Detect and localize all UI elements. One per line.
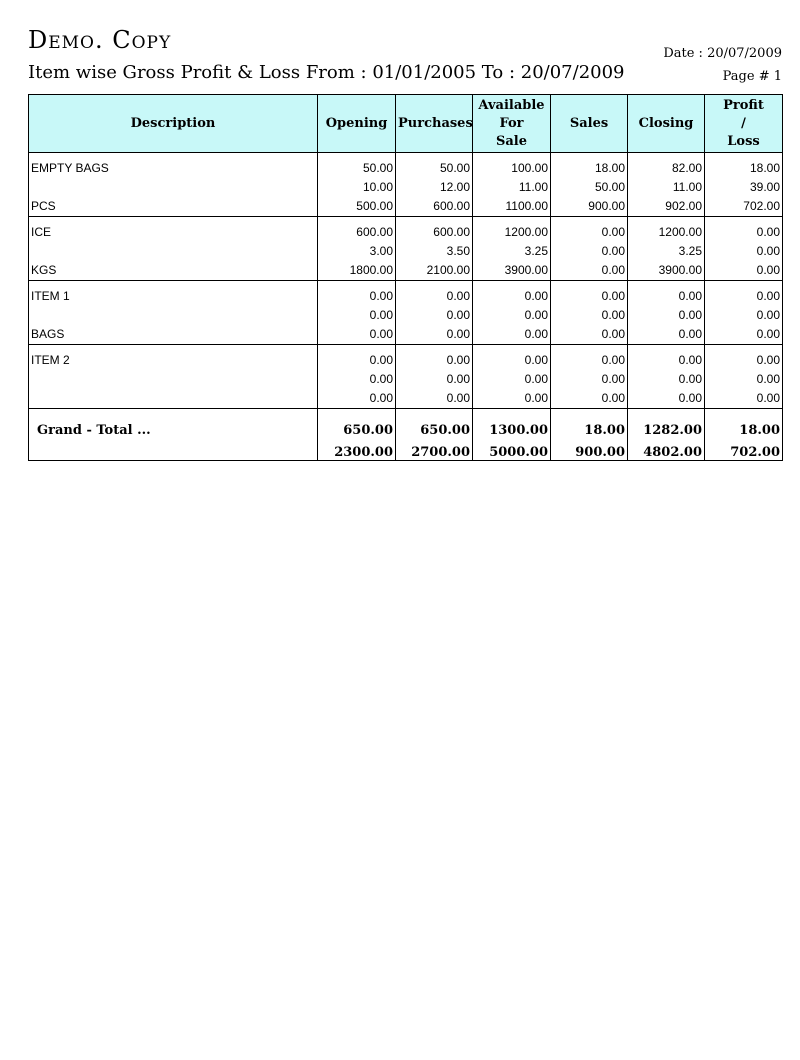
- table-row: [29, 367, 783, 386]
- purchases-cell: 0.00: [396, 281, 473, 304]
- closing-cell: 11.00: [628, 175, 705, 194]
- table-row: [29, 175, 783, 194]
- available-cell: 1100.00: [473, 194, 551, 217]
- sales-cell: 18.00: [551, 153, 628, 176]
- purchases-cell: 0.00: [396, 386, 473, 409]
- profit-loss-cell: 702.00: [705, 194, 783, 217]
- available-cell: 0.00: [473, 367, 551, 386]
- report-date: Date : 20/07/2009: [663, 46, 782, 61]
- item-name: ITEM 1: [29, 281, 318, 304]
- closing-cell: 0.00: [628, 303, 705, 322]
- grand-total-label: Grand - Total ...: [29, 409, 318, 439]
- available-cell: 3.25: [473, 239, 551, 258]
- item-unit: PCS: [29, 194, 318, 217]
- page-number: Page # 1: [722, 69, 782, 84]
- purchases-cell: 0.00: [396, 367, 473, 386]
- column-header-sales: Sales: [551, 95, 628, 153]
- profit-loss-cell: 0.00: [705, 281, 783, 304]
- closing-cell: 82.00: [628, 153, 705, 176]
- grand-total-profit-loss: 702.00: [705, 438, 783, 461]
- sales-cell: 0.00: [551, 386, 628, 409]
- available-cell: 0.00: [473, 386, 551, 409]
- profit-loss-cell: 0.00: [705, 367, 783, 386]
- profit-loss-line-1: Profit: [723, 97, 764, 113]
- grand-total-sales: 18.00: [551, 409, 628, 439]
- table-row: [29, 258, 783, 281]
- sales-cell: 0.00: [551, 281, 628, 304]
- sales-cell: 0.00: [551, 258, 628, 281]
- closing-cell: 1200.00: [628, 217, 705, 240]
- closing-cell: 0.00: [628, 345, 705, 368]
- sales-cell: 0.00: [551, 239, 628, 258]
- profit-loss-table: [28, 94, 783, 461]
- table-row: [29, 239, 783, 258]
- description-cell: [29, 303, 318, 322]
- available-cell: 0.00: [473, 281, 551, 304]
- grand-total-profit-loss: 18.00: [705, 409, 783, 439]
- profit-loss-cell: 18.00: [705, 153, 783, 176]
- purchases-cell: 12.00: [396, 175, 473, 194]
- sales-cell: 0.00: [551, 303, 628, 322]
- opening-cell: 600.00: [318, 217, 396, 240]
- item-name: EMPTY BAGS: [29, 153, 318, 176]
- column-header-purchases: Purchases: [396, 95, 473, 153]
- report-title: Item wise Gross Profit & Loss From : 01/01/2005 To : 20/07/2009: [28, 62, 625, 83]
- profit-loss-line-3: Loss: [727, 133, 760, 149]
- column-header-closing: Closing: [628, 95, 705, 153]
- item-name: ITEM 2: [29, 345, 318, 368]
- opening-cell: 3.00: [318, 239, 396, 258]
- closing-cell: 0.00: [628, 281, 705, 304]
- table-row: [29, 386, 783, 409]
- opening-cell: 0.00: [318, 322, 396, 345]
- available-line-1: Available: [478, 97, 545, 113]
- column-header-description: Description: [29, 95, 318, 153]
- grand-total-purchases: 650.00: [396, 409, 473, 439]
- sales-cell: 0.00: [551, 322, 628, 345]
- purchases-cell: 0.00: [396, 345, 473, 368]
- table-row: [29, 194, 783, 217]
- opening-cell: 10.00: [318, 175, 396, 194]
- opening-cell: 50.00: [318, 153, 396, 176]
- profit-loss-cell: 0.00: [705, 345, 783, 368]
- sales-cell: 0.00: [551, 217, 628, 240]
- description-cell: [29, 175, 318, 194]
- table-row: [29, 303, 783, 322]
- table-row: [29, 281, 783, 304]
- closing-cell: 0.00: [628, 367, 705, 386]
- table-header-row: [29, 95, 783, 153]
- item-name: ICE: [29, 217, 318, 240]
- opening-cell: 0.00: [318, 386, 396, 409]
- available-cell: 11.00: [473, 175, 551, 194]
- purchases-cell: 0.00: [396, 303, 473, 322]
- table-row: [29, 153, 783, 176]
- opening-cell: 0.00: [318, 281, 396, 304]
- available-line-2: For: [499, 115, 524, 131]
- item-unit: [29, 386, 318, 409]
- item-unit: KGS: [29, 258, 318, 281]
- grand-total-available: 1300.00: [473, 409, 551, 439]
- purchases-cell: 50.00: [396, 153, 473, 176]
- grand-total-available: 5000.00: [473, 438, 551, 461]
- profit-loss-cell: 0.00: [705, 386, 783, 409]
- grand-total-purchases: 2700.00: [396, 438, 473, 461]
- closing-cell: 902.00: [628, 194, 705, 217]
- sales-cell: 50.00: [551, 175, 628, 194]
- grand-total-closing: 1282.00: [628, 409, 705, 439]
- purchases-cell: 600.00: [396, 217, 473, 240]
- available-cell: 3900.00: [473, 258, 551, 281]
- purchases-cell: 3.50: [396, 239, 473, 258]
- purchases-cell: 600.00: [396, 194, 473, 217]
- table-row: [29, 217, 783, 240]
- item-unit: BAGS: [29, 322, 318, 345]
- column-header-opening: Opening: [318, 95, 396, 153]
- grand-total-opening: 2300.00: [318, 438, 396, 461]
- sales-cell: 0.00: [551, 345, 628, 368]
- profit-loss-cell: 0.00: [705, 303, 783, 322]
- closing-cell: 3.25: [628, 239, 705, 258]
- closing-cell: 0.00: [628, 386, 705, 409]
- grand-total-row: [29, 409, 783, 439]
- grand-total-row: [29, 438, 783, 461]
- purchases-cell: 2100.00: [396, 258, 473, 281]
- available-cell: 0.00: [473, 303, 551, 322]
- opening-cell: 0.00: [318, 345, 396, 368]
- column-header-available: [473, 95, 551, 153]
- table-body: [29, 153, 783, 461]
- available-line-3: Sale: [495, 133, 528, 149]
- table-row: [29, 322, 783, 345]
- available-cell: 0.00: [473, 322, 551, 345]
- description-cell: [29, 239, 318, 258]
- closing-cell: 3900.00: [628, 258, 705, 281]
- profit-loss-cell: 0.00: [705, 217, 783, 240]
- opening-cell: 500.00: [318, 194, 396, 217]
- sales-cell: 0.00: [551, 367, 628, 386]
- profit-loss-cell: 0.00: [705, 322, 783, 345]
- profit-loss-cell: 39.00: [705, 175, 783, 194]
- purchases-cell: 0.00: [396, 322, 473, 345]
- available-cell: 1200.00: [473, 217, 551, 240]
- closing-cell: 0.00: [628, 322, 705, 345]
- opening-cell: 0.00: [318, 367, 396, 386]
- opening-cell: 0.00: [318, 303, 396, 322]
- grand-total-closing: 4802.00: [628, 438, 705, 461]
- profit-loss-cell: 0.00: [705, 258, 783, 281]
- opening-cell: 1800.00: [318, 258, 396, 281]
- profit-loss-line-2: /: [741, 115, 746, 131]
- sales-cell: 900.00: [551, 194, 628, 217]
- description-cell: [29, 367, 318, 386]
- grand-total-opening: 650.00: [318, 409, 396, 439]
- profit-loss-cell: 0.00: [705, 239, 783, 258]
- description-cell: [29, 438, 318, 461]
- table-row: [29, 345, 783, 368]
- column-header-profit-loss: [705, 95, 783, 153]
- available-cell: 100.00: [473, 153, 551, 176]
- grand-total-sales: 900.00: [551, 438, 628, 461]
- available-cell: 0.00: [473, 345, 551, 368]
- company-name: Demo. Copy: [28, 26, 172, 54]
